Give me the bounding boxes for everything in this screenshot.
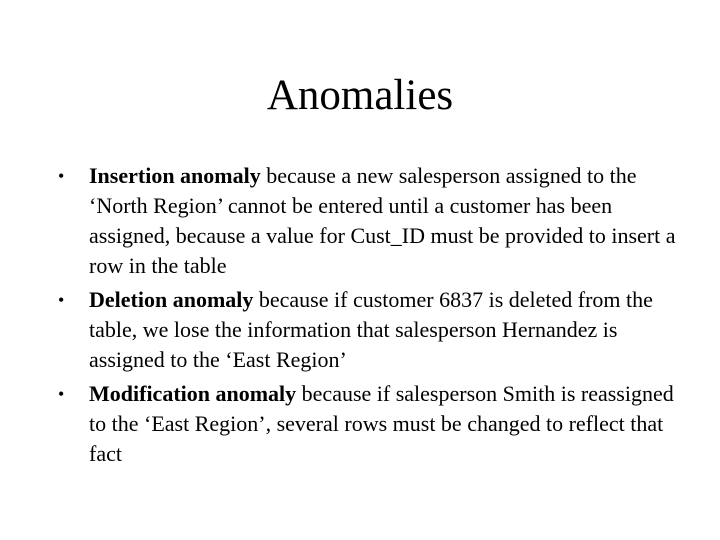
- bullet-text: because if customer 6837 is deleted from the table, we lose the information that salesperson Hernandez is assigned to the ‘East Region’: [89, 287, 653, 372]
- bullet-item-deletion: [56, 285, 676, 375]
- bullet-item-modification: [56, 379, 676, 469]
- bullet-lead: Insertion anomaly: [89, 163, 261, 188]
- bullet-item-insertion: [56, 161, 676, 281]
- bullet-text: because a new salesperson assigned to the ‘North Region’ cannot be entered until a customer has been assigned, because a value for Cust_ID must be provided to insert a row in the table: [89, 163, 676, 278]
- bullet-list: [56, 161, 676, 473]
- bullet-icon: •: [58, 290, 65, 310]
- bullet-text: because if salesperson Smith is reassigned to the ‘East Region’, several rows must be changed to reflect that fact: [89, 381, 674, 466]
- bullet-lead: Deletion anomaly: [89, 287, 254, 312]
- slide-title: Anomalies: [266, 72, 454, 119]
- bullet-icon: •: [58, 166, 65, 186]
- bullet-icon: •: [58, 384, 65, 404]
- bullet-lead: Modification anomaly: [89, 381, 297, 406]
